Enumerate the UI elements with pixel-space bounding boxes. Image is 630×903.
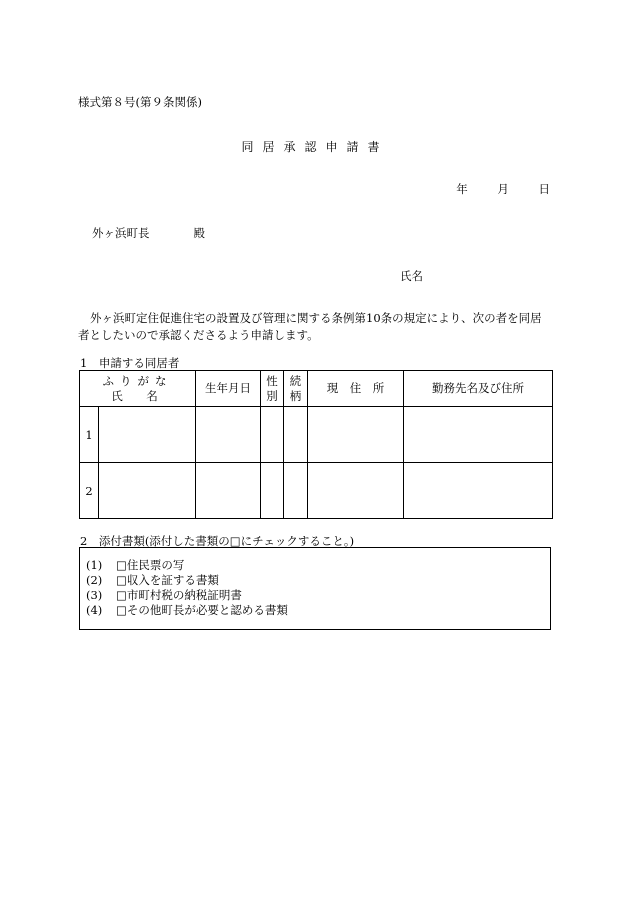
section2-heading: 2 添付書類(添付した書類の□にチェックすること。) [80, 534, 355, 548]
birthdate-cell[interactable] [196, 463, 261, 519]
attachment-item[interactable] [86, 603, 550, 618]
attachments-list [80, 548, 550, 618]
date-year-label: 年 [456, 182, 468, 196]
workplace-cell[interactable] [404, 463, 553, 519]
gender-cell[interactable] [261, 407, 284, 463]
name-cell[interactable] [99, 407, 196, 463]
birthdate-cell[interactable] [196, 407, 261, 463]
addressee-honorific: 殿 [193, 226, 205, 240]
cohabitant-table [79, 370, 553, 519]
attachment-label: □住民票の写 [116, 558, 185, 572]
gender-cell[interactable] [261, 463, 284, 519]
attachment-label: □収入を証する書類 [116, 573, 219, 587]
address-cell[interactable] [308, 407, 404, 463]
header-address: 現 住 所 [308, 371, 404, 407]
attachment-item[interactable] [86, 573, 550, 588]
date-line [430, 181, 550, 197]
attachment-number: (4) [86, 603, 103, 617]
attachment-item[interactable] [86, 558, 550, 573]
addressee-name: 外ヶ浜町長 [92, 226, 150, 240]
attachment-number: (2) [86, 573, 103, 587]
header-workplace: 勤務先名及び住所 [404, 371, 553, 407]
name-cell[interactable] [99, 463, 196, 519]
attachment-number: (3) [86, 588, 103, 602]
row-number: 2 [80, 463, 99, 519]
relation-cell[interactable] [284, 407, 308, 463]
address-cell[interactable] [308, 463, 404, 519]
application-statement: 外ヶ浜町定住促進住宅の設置及び管理に関する条例第10条の規定により、次の者を同居者としたいので承認くださるよう申請します。 [78, 311, 542, 342]
header-relation-line2: 柄 [289, 388, 302, 403]
document-title: 同居承認申請書 [241, 140, 389, 154]
workplace-cell[interactable] [404, 407, 553, 463]
form-number: 様式第８号(第９条関係) [78, 95, 202, 109]
applicant-name-label: 氏名 [400, 269, 423, 283]
header-name: 氏 名 [111, 388, 164, 403]
header-furigana: ふりがな [102, 373, 173, 388]
relation-cell[interactable] [284, 463, 308, 519]
header-gender-line2: 別 [266, 388, 278, 403]
header-relation [284, 371, 308, 407]
section1-heading: 1 申請する同居者 [80, 356, 180, 370]
attachment-label: □市町村税の納税証明書 [116, 588, 242, 602]
header-relation-line1: 続 [289, 373, 302, 388]
header-furigana-name [80, 371, 196, 407]
header-birthdate: 生年月日 [196, 371, 261, 407]
attachments-box [79, 547, 551, 630]
table-row [80, 407, 553, 463]
attachment-item[interactable] [86, 588, 550, 603]
date-month-label: 月 [497, 182, 509, 196]
header-gender-line1: 性 [266, 373, 278, 388]
addressee [92, 225, 205, 241]
row-number: 1 [80, 407, 99, 463]
table-header-row [80, 371, 553, 407]
attachment-number: (1) [86, 558, 103, 572]
header-gender [261, 371, 284, 407]
attachment-label: □その他町長が必要と認める書類 [116, 603, 288, 617]
table-row [80, 463, 553, 519]
date-day-label: 日 [538, 182, 550, 196]
